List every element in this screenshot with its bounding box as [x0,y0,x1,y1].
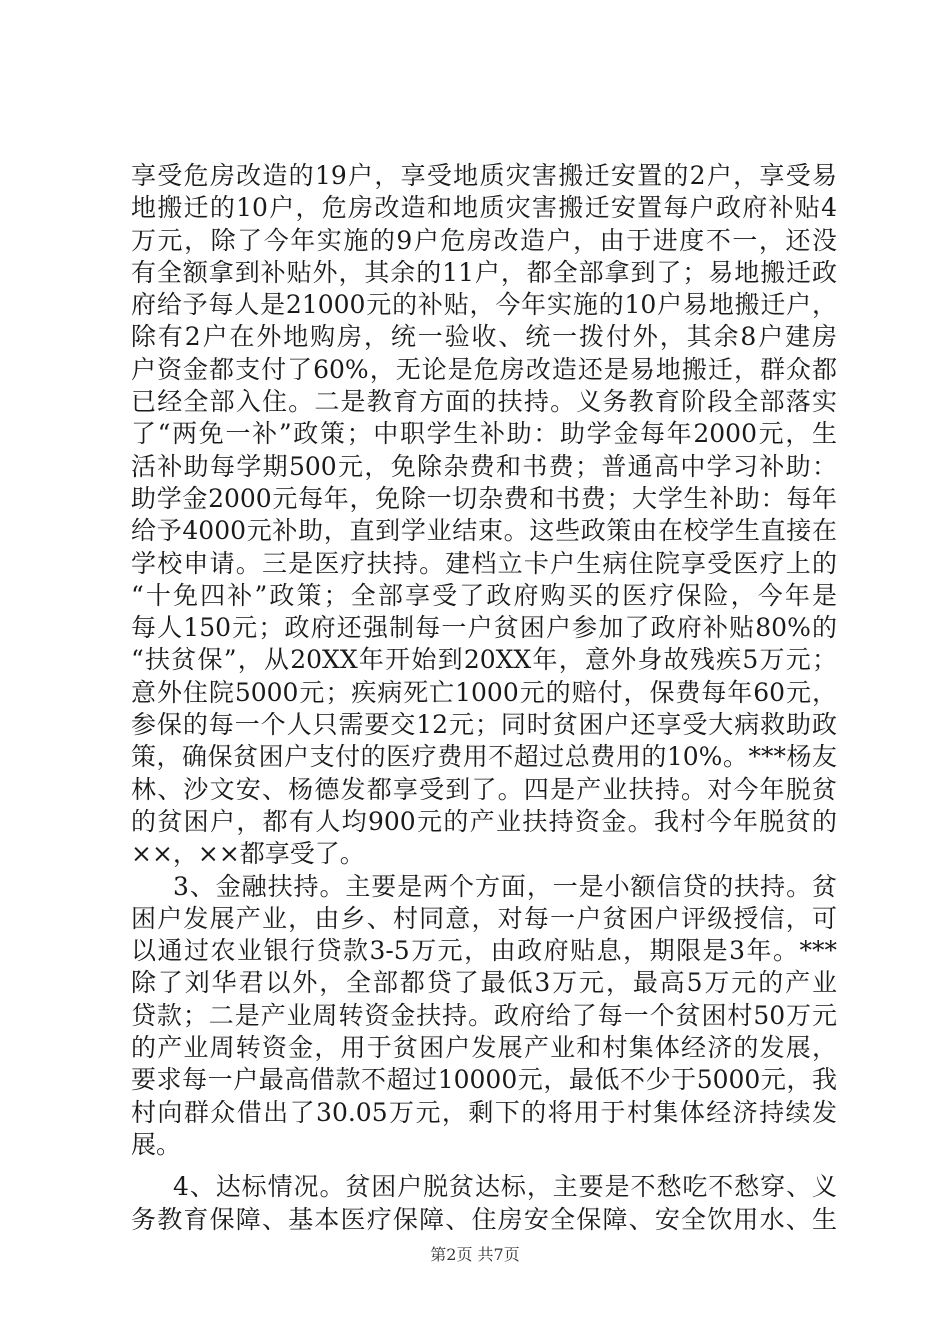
text-line: 展。 [131,1129,182,1159]
text-line: 万元，除了今年实施的9户危房改造户，由于进度不一，还没 [131,225,837,255]
text-line: 除了刘华君以外，全部都贷了最低3万元，最高5万元的产业 [131,968,837,998]
text-line: 3、金融扶持。主要是两个方面，一是小额信贷的扶持。贫 [173,871,837,901]
text-line: 要求每一户最高借款不超过10000元，最低不少于5000元，我 [131,1065,837,1095]
text-line: 林、沙文安、杨德发都享受到了。四是产业扶持。对今年脱贫 [131,774,837,804]
paragraph [131,871,837,1162]
text-line: 已经全部入住。二是教育方面的扶持。义务教育阶段全部落实 [131,387,837,417]
text-line: 府给予每人是21000元的补贴，今年实施的10户易地搬迁户， [131,290,837,320]
text-line: “扶贫保”，从20XX年开始到20XX年，意外身故残疾5万元； [131,645,837,675]
text-line: 的贫困户，都有人均900元的产业扶持资金。我村今年脱贫的 [131,806,837,836]
text-line: 的产业周转资金，用于贫困户发展产业和村集体经济的发展， [131,1033,837,1063]
document-body [131,160,837,1236]
text-line: 助学金2000元每年，免除一切杂费和书费；大学生补助：每年 [131,483,837,513]
text-line: 困户发展产业，由乡、村同意，对每一户贫困户评级授信，可 [131,903,837,933]
text-line: “十免四补”政策；全部享受了政府购买的医疗保险，今年是 [131,580,837,610]
text-line: 了“两免一补”政策；中职学生补助：助学金每年2000元，生 [131,419,837,449]
text-line: 给予4000元补助，直到学业结束。这些政策由在校学生直接在 [131,516,837,546]
text-line: ××，××都享受了。 [131,839,365,869]
text-line: 村向群众借出了30.05万元，剩下的将用于村集体经济持续发 [131,1097,837,1127]
text-line: 以通过农业银行贷款3-5万元，由政府贴息，期限是3年。*** [131,936,837,966]
paragraph [131,160,837,871]
text-line: 策，确保贫困户支付的医疗费用不超过总费用的10%。***杨友 [131,742,837,772]
text-line: 享受危房改造的19户，享受地质灾害搬迁安置的2户，享受易 [131,161,837,190]
text-line: 务教育保障、基本医疗保障、住房安全保障、安全饮用水、生 [131,1204,837,1234]
text-line: 地搬迁的10户，危房改造和地质灾害搬迁安置每户政府补贴4 [131,193,837,223]
paragraph [131,1171,837,1236]
text-line: 4、达标情况。贫困户脱贫达标，主要是不愁吃不愁穿、义 [173,1172,837,1202]
text-line: 每人150元；政府还强制每一户贫困户参加了政府补贴80%的 [131,613,837,643]
text-line: 贷款；二是产业周转资金扶持。政府给了每一个贫困村50万元 [131,1000,837,1030]
text-line: 学校申请。三是医疗扶持。建档立卡户生病住院享受医疗上的 [131,548,837,578]
paragraph-gap [131,1161,837,1171]
text-line: 户资金都支付了60%，无论是危房改造还是易地搬迁，群众都 [131,354,837,384]
text-line: 参保的每一个人只需要交12元；同时贫困户还享受大病救助政 [131,710,837,740]
text-line: 活补助每学期500元，免除杂费和书费；普通高中学习补助： [131,451,837,481]
text-line: 除有2户在外地购房，统一验收、统一拨付外，其余8户建房 [131,322,837,352]
text-line: 意外住院5000元；疾病死亡1000元的赔付，保费每年60元， [131,677,837,707]
text-line: 有全额拿到补贴外，其余的11户，都全部拿到了；易地搬迁政 [131,257,837,287]
page-footer: 第2页 共7页 [430,1245,520,1264]
